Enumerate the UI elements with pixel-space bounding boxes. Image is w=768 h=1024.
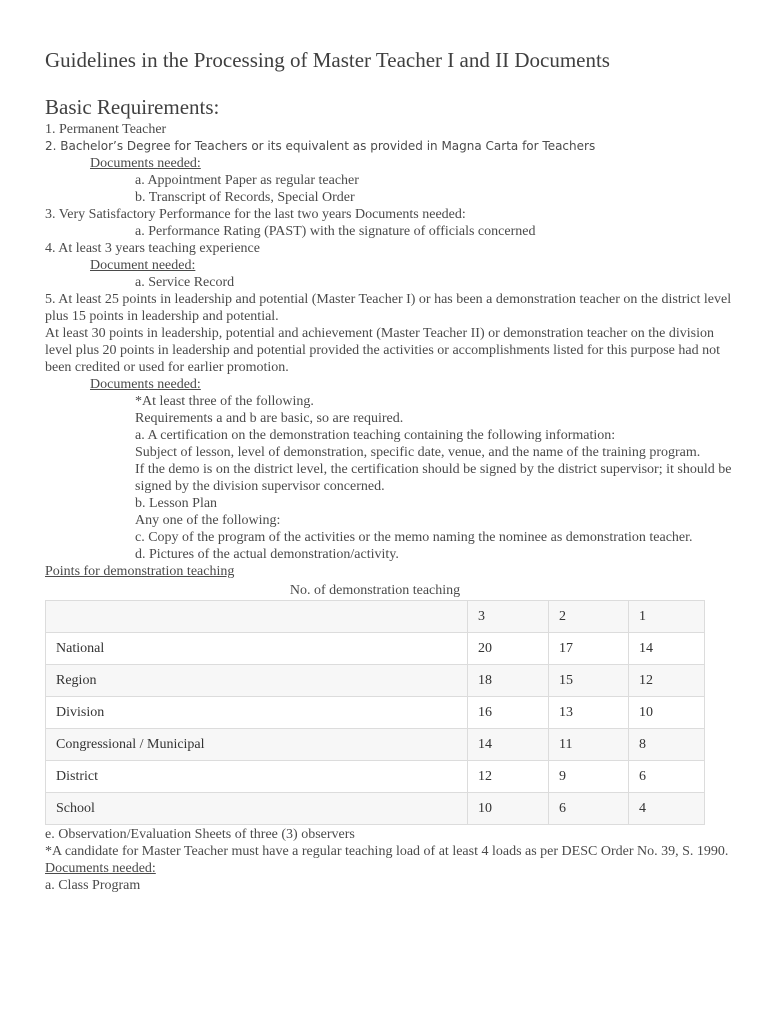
document-item: a. Performance Rating (PAST) with the signature of officials concerned bbox=[135, 224, 536, 239]
table-row bbox=[46, 665, 705, 697]
table-header-cell: 1 bbox=[629, 601, 705, 633]
table-row bbox=[46, 697, 705, 729]
table-row bbox=[46, 729, 705, 761]
document-note: Subject of lesson, level of demonstration, specific date, venue, and the name of the training program. bbox=[135, 445, 701, 460]
table-cell: Congressional / Municipal bbox=[46, 729, 468, 761]
table-row bbox=[46, 633, 705, 665]
table-cell: National bbox=[46, 633, 468, 665]
table-cell: 13 bbox=[549, 697, 629, 729]
document-note: Any one of the following: bbox=[135, 513, 281, 528]
table-header-row bbox=[46, 601, 705, 633]
table-cell: 6 bbox=[629, 761, 705, 793]
requirements-list bbox=[45, 121, 735, 580]
table-cell: 4 bbox=[629, 793, 705, 825]
table-cell: District bbox=[46, 761, 468, 793]
table-header-cell bbox=[46, 601, 468, 633]
document-item: d. Pictures of the actual demonstration/activity. bbox=[135, 547, 399, 562]
section-heading: Basic Requirements: bbox=[45, 95, 220, 119]
table-cell: 12 bbox=[629, 665, 705, 697]
requirement-3: 3. Very Satisfactory Performance for the last two years Documents needed: bbox=[45, 207, 466, 222]
table-cell: Division bbox=[46, 697, 468, 729]
points-table bbox=[45, 600, 705, 825]
table-cell: 16 bbox=[468, 697, 549, 729]
document-item: a. Class Program bbox=[45, 878, 141, 893]
requirement-2: 2. Bachelor’s Degree for Teachers or its equivalent as provided in Magna Carta for Teachers bbox=[45, 139, 596, 153]
document-item: a. Service Record bbox=[135, 275, 235, 290]
table-header-cell: 3 bbox=[468, 601, 549, 633]
after-table-section bbox=[45, 826, 735, 894]
document-item: a. A certification on the demonstration teaching containing the following information: bbox=[135, 428, 616, 443]
table-cell: 6 bbox=[549, 793, 629, 825]
table-cell: 12 bbox=[468, 761, 549, 793]
documents-needed-label: Documents needed: bbox=[90, 156, 201, 171]
table-cell: 11 bbox=[549, 729, 629, 761]
document-item: b. Lesson Plan bbox=[135, 496, 218, 511]
table-cell: 10 bbox=[468, 793, 549, 825]
documents-needed-label: Document needed: bbox=[90, 258, 196, 273]
documents-needed-label: Documents needed: bbox=[45, 861, 156, 876]
table-header-cell: 2 bbox=[549, 601, 629, 633]
table-cell: 8 bbox=[629, 729, 705, 761]
table-cell: School bbox=[46, 793, 468, 825]
table-caption: No. of demonstration teaching bbox=[289, 583, 461, 598]
points-heading: Points for demonstration teaching bbox=[45, 564, 235, 579]
document-note: *At least three of the following. bbox=[135, 394, 314, 409]
table-cell: 20 bbox=[468, 633, 549, 665]
requirement-5-alt: At least 30 points in leadership, potential and achievement (Master Teacher II) or demonstration teacher on the division level plus 20 points in leadership and potential provided the activities or accomplishments listed for this purpose had not been credited or used for earlier promotion. bbox=[45, 326, 720, 375]
document-item: c. Copy of the program of the activities or the memo naming the nominee as demonstration teacher. bbox=[135, 530, 693, 545]
document-item: e. Observation/Evaluation Sheets of three (3) observers bbox=[45, 827, 355, 842]
table-cell: 17 bbox=[549, 633, 629, 665]
table-cell: Region bbox=[46, 665, 468, 697]
table-cell: 18 bbox=[468, 665, 549, 697]
document-note: Requirements a and b are basic, so are required. bbox=[135, 411, 404, 426]
table-cell: 9 bbox=[549, 761, 629, 793]
document-note: If the demo is on the district level, the certification should be signed by the district supervisor; it should be signed by the division supervisor concerned. bbox=[135, 462, 732, 494]
table-cell: 14 bbox=[629, 633, 705, 665]
requirement-5: 5. At least 25 points in leadership and potential (Master Teacher I) or has been a demonstration teacher on the district level plus 15 points in leadership and potential. bbox=[45, 292, 732, 324]
table-row bbox=[46, 793, 705, 825]
document-item: b. Transcript of Records, Special Order bbox=[135, 190, 355, 205]
document-item: a. Appointment Paper as regular teacher bbox=[135, 173, 359, 188]
requirement-4: 4. At least 3 years teaching experience bbox=[45, 241, 260, 256]
table-cell: 15 bbox=[549, 665, 629, 697]
table-cell: 14 bbox=[468, 729, 549, 761]
table-row bbox=[46, 761, 705, 793]
documents-needed-label: Documents needed: bbox=[90, 377, 201, 392]
teaching-load-note: *A candidate for Master Teacher must have a regular teaching load of at least 4 loads as per DESC Order No. 39, S. 1990. bbox=[45, 844, 729, 859]
requirement-1: 1. Permanent Teacher bbox=[45, 122, 167, 137]
table-cell: 10 bbox=[629, 697, 705, 729]
document-title: Guidelines in the Processing of Master Teacher I and II Documents bbox=[45, 48, 610, 72]
